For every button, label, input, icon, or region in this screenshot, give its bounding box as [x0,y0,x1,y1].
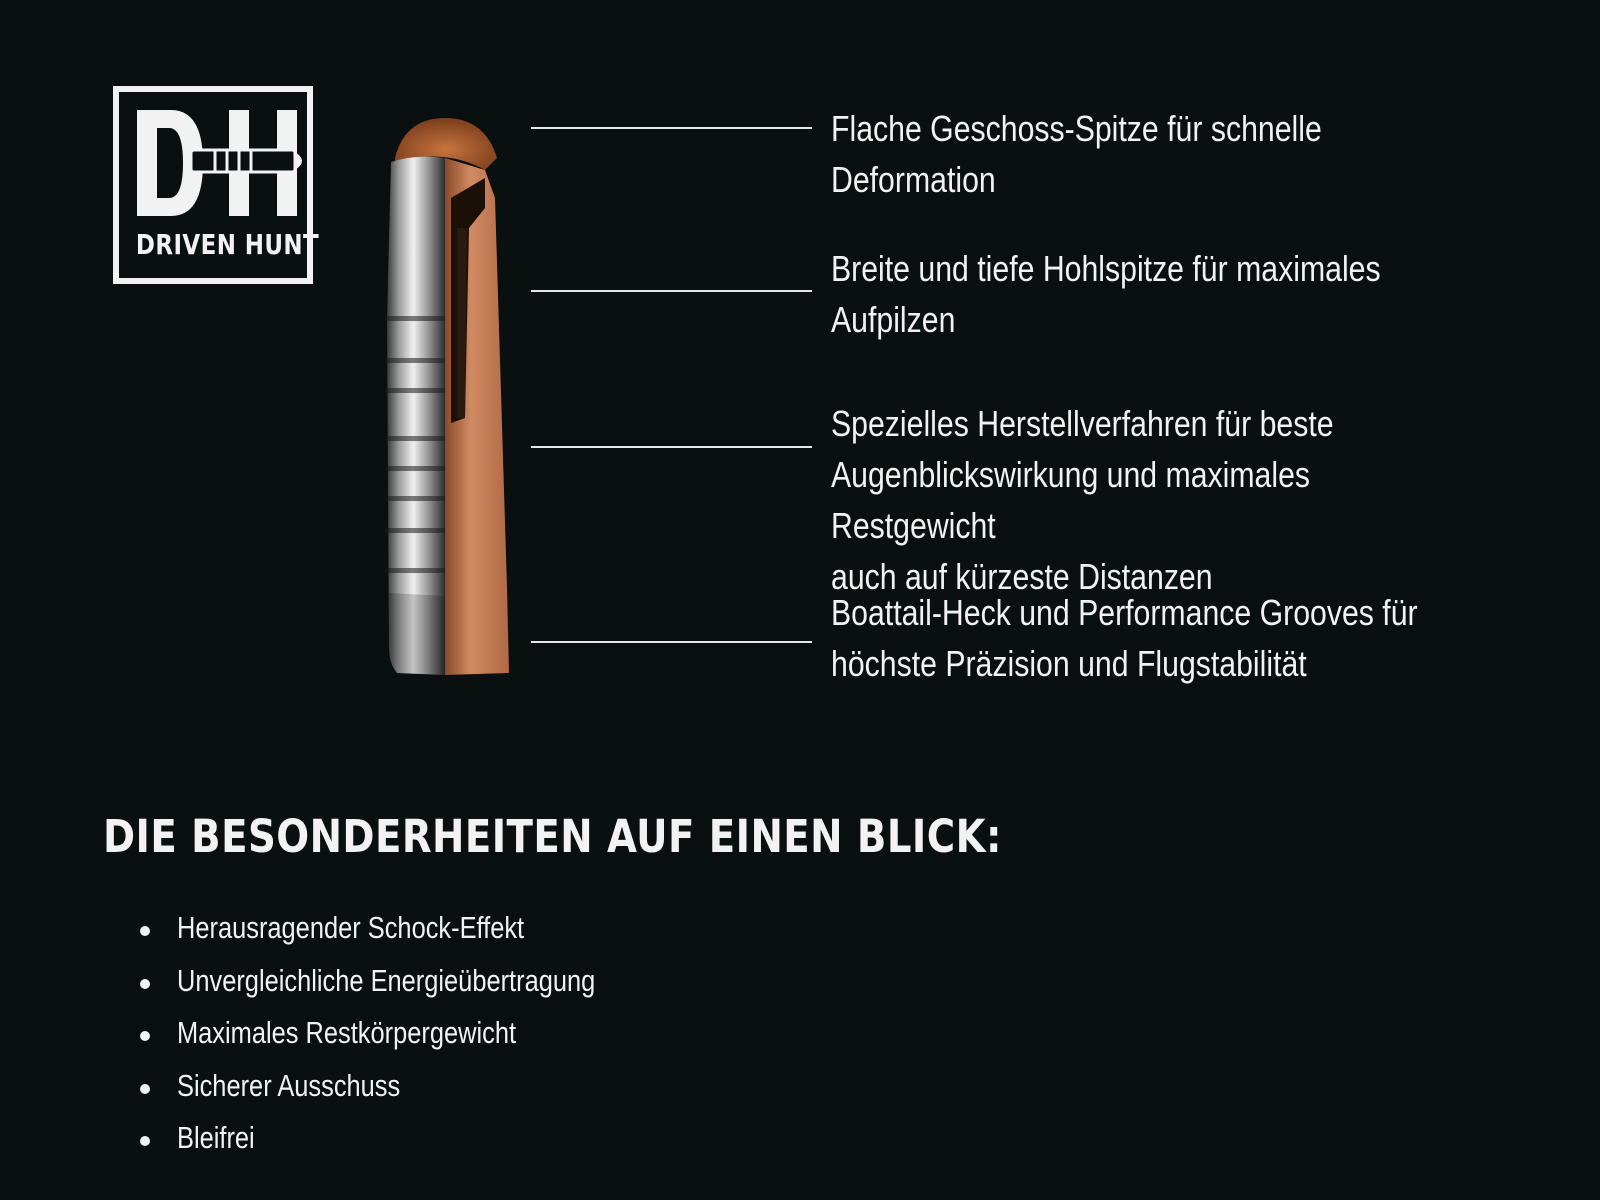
callout-line-hollow-point [531,290,812,292]
benefit-text: Unvergleichliche Energieübertragung [177,962,596,998]
bullet-dot-icon [140,1136,150,1146]
bullet-dot-icon [140,1031,150,1041]
feature-hollow-point: Breite und tiefe Hohlspitze für maximales Aufpilzen [831,248,1381,340]
feature-boattail: Boattail-Heck und Performance Grooves für höchste Präzision und Flugstabilität [831,592,1418,684]
benefits-heading: DIE BESONDERHEITEN AUF EINEN BLICK: [103,810,1002,863]
benefit-text: Herausragender Schock-Effekt [177,910,525,945]
feature-manufacturing: Spezielles Herstellverfahren für beste Augenblickswirkung und maximales Restgewicht auch auf kürzeste Distanzen [831,403,1334,597]
benefit-text: Maximales Restkörpergewicht [177,1015,517,1050]
callout-line-tip [531,127,812,129]
callout-line-boattail [531,641,812,643]
feature-tip: Flache Geschoss-Spitze für schnelle Deformation [831,108,1322,200]
bullet-dot-icon [140,926,150,936]
benefit-text: Bleifrei [177,1120,255,1155]
bullet-cutaway-icon [385,118,525,693]
benefit-text: Sicherer Ausschuss [177,1067,401,1103]
bullet-dot-icon [140,1084,150,1094]
bullet-dot-icon [140,979,150,989]
callout-line-manufacturing [531,446,812,448]
driven-hunt-logo [113,86,320,284]
logo-wordmark: DRIVEN HUNT [135,228,320,261]
